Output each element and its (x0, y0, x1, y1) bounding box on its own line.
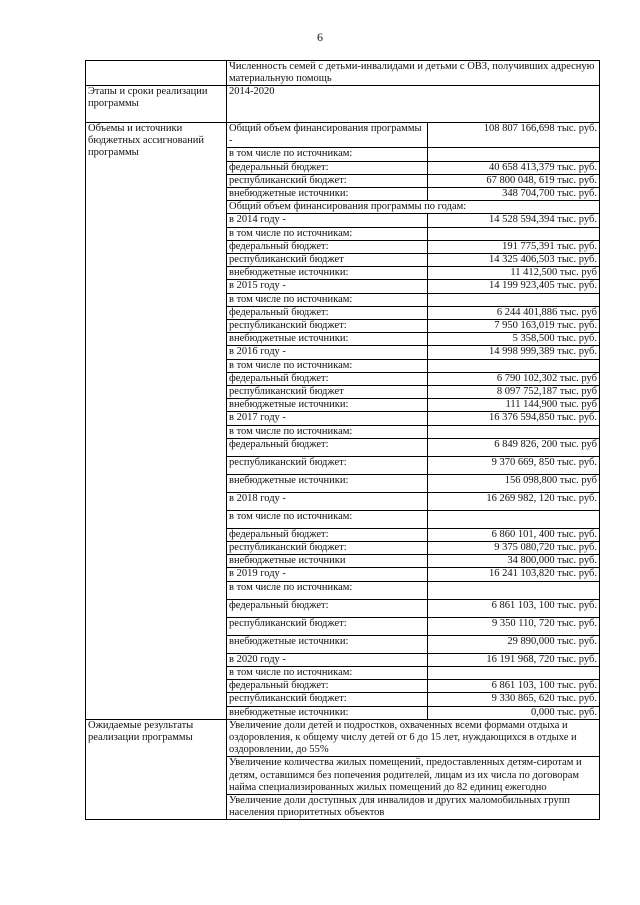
finance-row-value: 6 861 103, 100 тыс. руб. (428, 599, 600, 617)
finance-table-row (227, 438, 599, 456)
finance-row-value: 16 191 968, 720 тыс. руб. (428, 653, 600, 666)
stages-row (86, 86, 600, 123)
finance-row-value: 348 704,700 тыс. руб. (428, 188, 600, 201)
finance-row-label: республиканский бюджет (227, 386, 428, 399)
finance-row-label: федеральный бюджет: (227, 599, 428, 617)
finance-row-label: в 2016 году - (227, 346, 428, 359)
finance-row-label: республиканский бюджет: (227, 542, 428, 555)
finance-table-row (227, 412, 599, 425)
finance-table-row (227, 706, 599, 719)
finance-row (86, 123, 600, 720)
finance-row-label: Общий объем финансирования программы - (227, 123, 428, 148)
finance-row-value (428, 227, 600, 240)
indicator-text: Численность семей с детьми-инвалидами и детьми с ОВЗ, получивших адресную материальную помощь (227, 61, 600, 86)
finance-row-value (428, 293, 600, 306)
finance-row-label: внебюджетные источники: (227, 635, 428, 653)
finance-row-label: в том числе по источникам: (227, 227, 428, 240)
finance-table-row (227, 174, 599, 187)
finance-row-label: республиканский бюджет: (227, 320, 428, 333)
finance-table-row (227, 528, 599, 541)
finance-row-label: в том числе по источникам: (227, 293, 428, 306)
finance-table-row (227, 280, 599, 293)
finance-row-label: федеральный бюджет: (227, 372, 428, 385)
finance-table-row (227, 693, 599, 706)
finance-row-value (428, 148, 600, 161)
finance-table-row (227, 161, 599, 174)
finance-table-row (227, 320, 599, 333)
finance-row-value: 9 370 669, 850 тыс. руб. (428, 456, 600, 474)
finance-row-label: внебюджетные источники: (227, 399, 428, 412)
finance-table-row (227, 542, 599, 555)
finance-table-row (227, 386, 599, 399)
finance-table-row (227, 306, 599, 319)
finance-row-value: 14 325 406,503 тыс. руб. (428, 254, 600, 267)
finance-row-value: 9 330 865, 620 тыс. руб. (428, 693, 600, 706)
finance-row-label: республиканский бюджет: (227, 174, 428, 187)
finance-row-value: 6 861 103, 100 тыс. руб. (428, 680, 600, 693)
finance-table-row (227, 653, 599, 666)
finance-row-label: внебюджетные источники: (227, 188, 428, 201)
finance-table-row (227, 581, 599, 599)
finance-table-row (227, 474, 599, 492)
finance-table-row (227, 555, 599, 568)
finance-table-row (227, 148, 599, 161)
finance-label: Объемы и источники бюджетных ассигнований программы (86, 123, 227, 720)
finance-row-label: в том числе по источникам: (227, 581, 428, 599)
finance-row-value: 14 998 999,389 тыс. руб. (428, 346, 600, 359)
results-label: Ожидаемые результаты реализации программы (86, 719, 227, 820)
finance-row-label: внебюджетные источники: (227, 267, 428, 280)
finance-row-label: федеральный бюджет: (227, 438, 428, 456)
finance-row-label: в том числе по источникам: (227, 666, 428, 679)
passport-table (85, 60, 600, 820)
finance-table-row (227, 617, 599, 635)
finance-row-value: 6 860 101, 400 тыс. руб. (428, 528, 600, 541)
finance-row-label: федеральный бюджет: (227, 528, 428, 541)
empty-label-cell (86, 61, 227, 86)
finance-content (227, 123, 600, 720)
finance-row-value: 0,000 тыс. руб. (531, 706, 597, 718)
finance-table-row (227, 333, 599, 346)
finance-row-label: в 2017 году - (227, 412, 428, 425)
finance-row-label: республиканский бюджет (227, 254, 428, 267)
finance-row-value (428, 510, 600, 528)
finance-row-label: республиканский бюджет: (227, 693, 428, 706)
finance-row-label: федеральный бюджет: (227, 161, 428, 174)
finance-table-row (227, 372, 599, 385)
finance-row-value: 34 800,000 тыс. руб. (428, 555, 600, 568)
finance-table-row (227, 293, 599, 306)
indicator-row (86, 61, 600, 86)
finance-table-row (227, 492, 599, 510)
finance-row-value: 9 375 080,720 тыс. руб. (428, 542, 600, 555)
finance-row-label: федеральный бюджет: (227, 240, 428, 253)
finance-row-value: 111 144,900 тыс. руб (428, 399, 600, 412)
finance-table-row (227, 267, 599, 280)
finance-row-value: 11 412,500 тыс. руб (428, 267, 600, 280)
finance-row-value: 6 849 826, 200 тыс. руб (428, 438, 600, 456)
finance-row-value: 16 376 594,850 тыс. руб. (428, 412, 600, 425)
finance-row-value: 9 350 110, 720 тыс. руб. (428, 617, 600, 635)
finance-row-value: 6 244 401,886 тыс. руб (428, 306, 600, 319)
finance-row-label: в 2015 году - (227, 280, 428, 293)
result-item: Увеличение количества жилых помещений, предоставленных детям-сиротам и детям, оставшимся без попечения родителей, лицам из их числа по договорам найма специализированных жилых помещений до 82 единиц ежегодно (227, 757, 599, 795)
finance-row-value: 108 807 166,698 тыс. руб. (428, 123, 600, 148)
finance-row-label: в том числе по источникам: (227, 510, 428, 528)
finance-row-value: 14 528 594,394 тыс. руб. (428, 214, 600, 227)
finance-table-row (227, 214, 599, 227)
finance-table-row (227, 254, 599, 267)
finance-row-value: 14 199 923,405 тыс. руб. (428, 280, 600, 293)
finance-table-row (227, 635, 599, 653)
finance-row-value: 67 800 048, 619 тыс. руб. (428, 174, 600, 187)
finance-row-label: внебюджетные источники: (227, 706, 428, 719)
finance-table (227, 123, 599, 719)
stages-value: 2014-2020 (227, 86, 600, 123)
finance-row-label: внебюджетные источники: (227, 474, 428, 492)
finance-table-row (227, 240, 599, 253)
finance-table-row (227, 359, 599, 372)
results-content (227, 719, 600, 820)
finance-row-value (428, 581, 600, 599)
finance-table-row (227, 568, 599, 581)
finance-row-label: в 2019 году - (227, 568, 428, 581)
finance-row-value (428, 425, 600, 438)
finance-row-value (428, 666, 600, 679)
finance-row-label: в 2014 году - (227, 214, 428, 227)
stages-label: Этапы и сроки реализации программы (86, 86, 227, 123)
result-item: Увеличение доли детей и подростков, охваченных всеми формами отдыха и оздоровления, к общему числу детей от 6 до 15 лет, нуждающихся в отдыхе и оздоровлении, до 55% (227, 720, 599, 758)
page-number: 6 (317, 30, 323, 44)
finance-table-row (227, 188, 599, 201)
finance-row-value: 16 241 103,820 тыс. руб. (428, 568, 600, 581)
finance-table-row (227, 227, 599, 240)
finance-row-value: 191 775,391 тыс. руб. (428, 240, 600, 253)
finance-row-label: в 2018 году - (227, 492, 428, 510)
finance-row-value: 16 269 982, 120 тыс. руб. (428, 492, 600, 510)
finance-row-value (428, 359, 600, 372)
finance-table-row (227, 510, 599, 528)
finance-row-label: в том числе по источникам: (227, 425, 428, 438)
finance-row-label: Общий объем финансирования программы по годам: (227, 201, 599, 214)
finance-table-row (227, 666, 599, 679)
results-row (86, 719, 600, 820)
finance-row-value: 156 098,800 тыс. руб (428, 474, 600, 492)
finance-table-row (227, 599, 599, 617)
finance-row-value: 6 790 102,302 тыс. руб (428, 372, 600, 385)
finance-table-row (227, 399, 599, 412)
finance-row-label: в том числе по источникам: (227, 148, 428, 161)
finance-row-label: федеральный бюджет: (227, 306, 428, 319)
finance-row-label: в 2020 году - (227, 653, 428, 666)
finance-row-value: 8 097 752,187 тыс. руб (428, 386, 600, 399)
finance-table-row (227, 456, 599, 474)
finance-row-label: республиканский бюджет: (227, 456, 428, 474)
finance-row-label: внебюджетные источники (227, 555, 428, 568)
finance-table-row (227, 201, 599, 214)
result-item: Увеличение доли доступных для инвалидов и других маломобильных групп населения приоритетных объектов (229, 794, 571, 819)
finance-row-label: федеральный бюджет: (227, 680, 428, 693)
finance-table-row (227, 346, 599, 359)
finance-row-value: 29 890,000 тыс. руб. (428, 635, 600, 653)
finance-table-row (227, 680, 599, 693)
finance-row-value: 5 358,500 тыс. руб. (428, 333, 600, 346)
finance-row-label: республиканский бюджет: (227, 617, 428, 635)
finance-row-label: внебюджетные источники: (227, 333, 428, 346)
finance-table-row (227, 123, 599, 148)
finance-row-value: 7 950 163,019 тыс. руб. (428, 320, 600, 333)
finance-row-label: в том числе по источникам: (227, 359, 428, 372)
finance-row-value: 40 658 413,379 тыс. руб. (428, 161, 600, 174)
finance-table-row (227, 425, 599, 438)
